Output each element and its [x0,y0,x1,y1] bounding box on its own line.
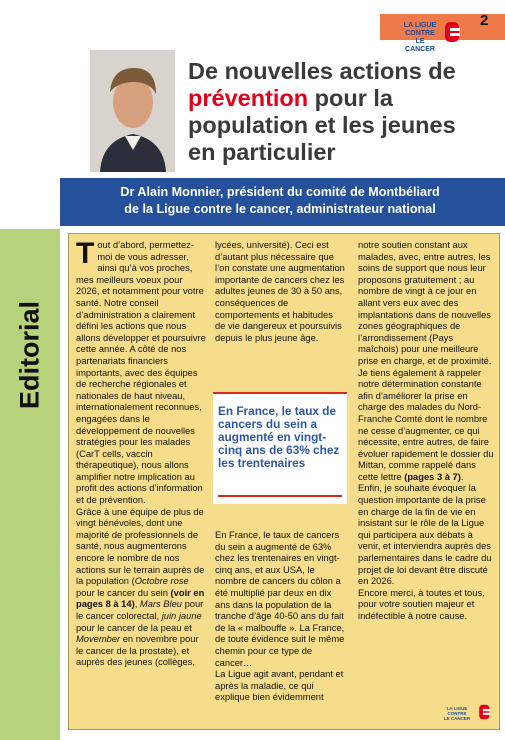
sidebar-top-blank [0,0,60,229]
footer-logo [437,700,497,724]
author-portrait [90,50,175,172]
author-credit: Dr Alain Monnier, président du comité de Montbéliard de la Ligue contre le cancer, administrateur national [120,185,440,216]
article-column-2: lycées, université). Ceci est d’autant plus nécessaire que l’on constate une augmentation importante de cancers chez les adultes jeunes de 30 à 50 ans, conséquences de comportements et habitudes de vie dangereux et poursuivis depuis le plus jeune âge. [215,240,345,343]
article-column-3: notre soutien constant aux malades, avec, entre autres, les soins de support que nous leur proposons gratuitement ; au nombre de vingt à ce jour en allant vers eux avec des implantations dans de nouvelles zones géographiques de l’arrondissement (Pays maîchois) pour une meilleure prise en charge, et de proximité. Je tiens également à rappeler notre détermination constante afin d’améliorer la prise en charge des malades du Nord-Franche Comté dont le nombre ne cesse d’augmenter, ce qui nécessite, entre autres, de faire évoluer rapidement le dossier du Mittan, comme rappelé dans cette lettre (pages 3 à 7). Enfin, je souhaite évoquer la question importante de la prise en charge de la fin de vie en insistant sur le rôle de la Ligue qui participera aux débats à venir, et interviendra auprès des parlementaires dans le cadre du projet de loi devant être discuté en 2026. Encore merci, à toutes et tous, pour votre soutien majeur et indéfectible à notre cause. [358,240,494,621]
logo-text: LA LIGUE CONTRE LE CANCER [403,22,437,53]
pull-quote-rule [218,495,342,497]
article-column-1: Tout d’abord, permettez-moi de vous adresser, ainsi qu’à vos proches, mes meilleurs voeux pour 2026, et notamment pour votre santé. Notre conseil d’administration a clairement défini les actions que nous allons développer et poursuivre cette année. A côté de nos partenariats financiers importants, avec des équipes de recherche régionales et nationales de haut niveau, internationalement reconnues, engagées dans le développement de nouvelles stratégies pour les malades (CarT cells, vaccin thérapeutique), nous allons amplifier notre implication au profit des actions d’information et de prévention. Grâce à une équipe de plus de vingt bénévoles, dont une majorité de professionnels de santé, nous augmenterons encore le nombre de nos actions sur le terrain auprès de la population (Octobre rose pour le cancer du sein (voir en pages 8 à 14), Mars Bleu pour le cancer colorectal, juin jaune pour le cancer de la peau et Movember en novembre pour le cancer de la prostate), et auprès des jeunes (collèges, [76,237,206,668]
page-title: De nouvelles actions de prévention pour la population et les jeunes en particulier [188,58,456,165]
footer-logo-icon [477,702,493,722]
logo-cross-icon [442,20,464,44]
pull-quote: En France, le taux de cancers du sein a augmenté en vingt-cinq ans de 63% chez les trentenaires [218,404,340,470]
footer-logo-text: LA LIGUE CONTRE LE CANCER [443,706,471,721]
section-label: Editorial [14,300,45,410]
ligue-logo [400,18,460,54]
page-number: 2 [480,12,489,29]
drop-cap: T [76,237,95,270]
article-column-2-continued: En France, le taux de cancers du sein a augmenté de 63% chez les trentenaires en vingt-cinq ans, et aux USA, le nombre de cancers du côlon a été multiplié par deux en dix ans dans la population de la tranche d’âge 40-50 ans du fait de la « malbouffe ». La France, de toute évidence suit le même chemin pour ce type de cancer… La Ligue agit avant, pendant et après la maladie, ce qui explique bien évidemment [215,530,345,703]
